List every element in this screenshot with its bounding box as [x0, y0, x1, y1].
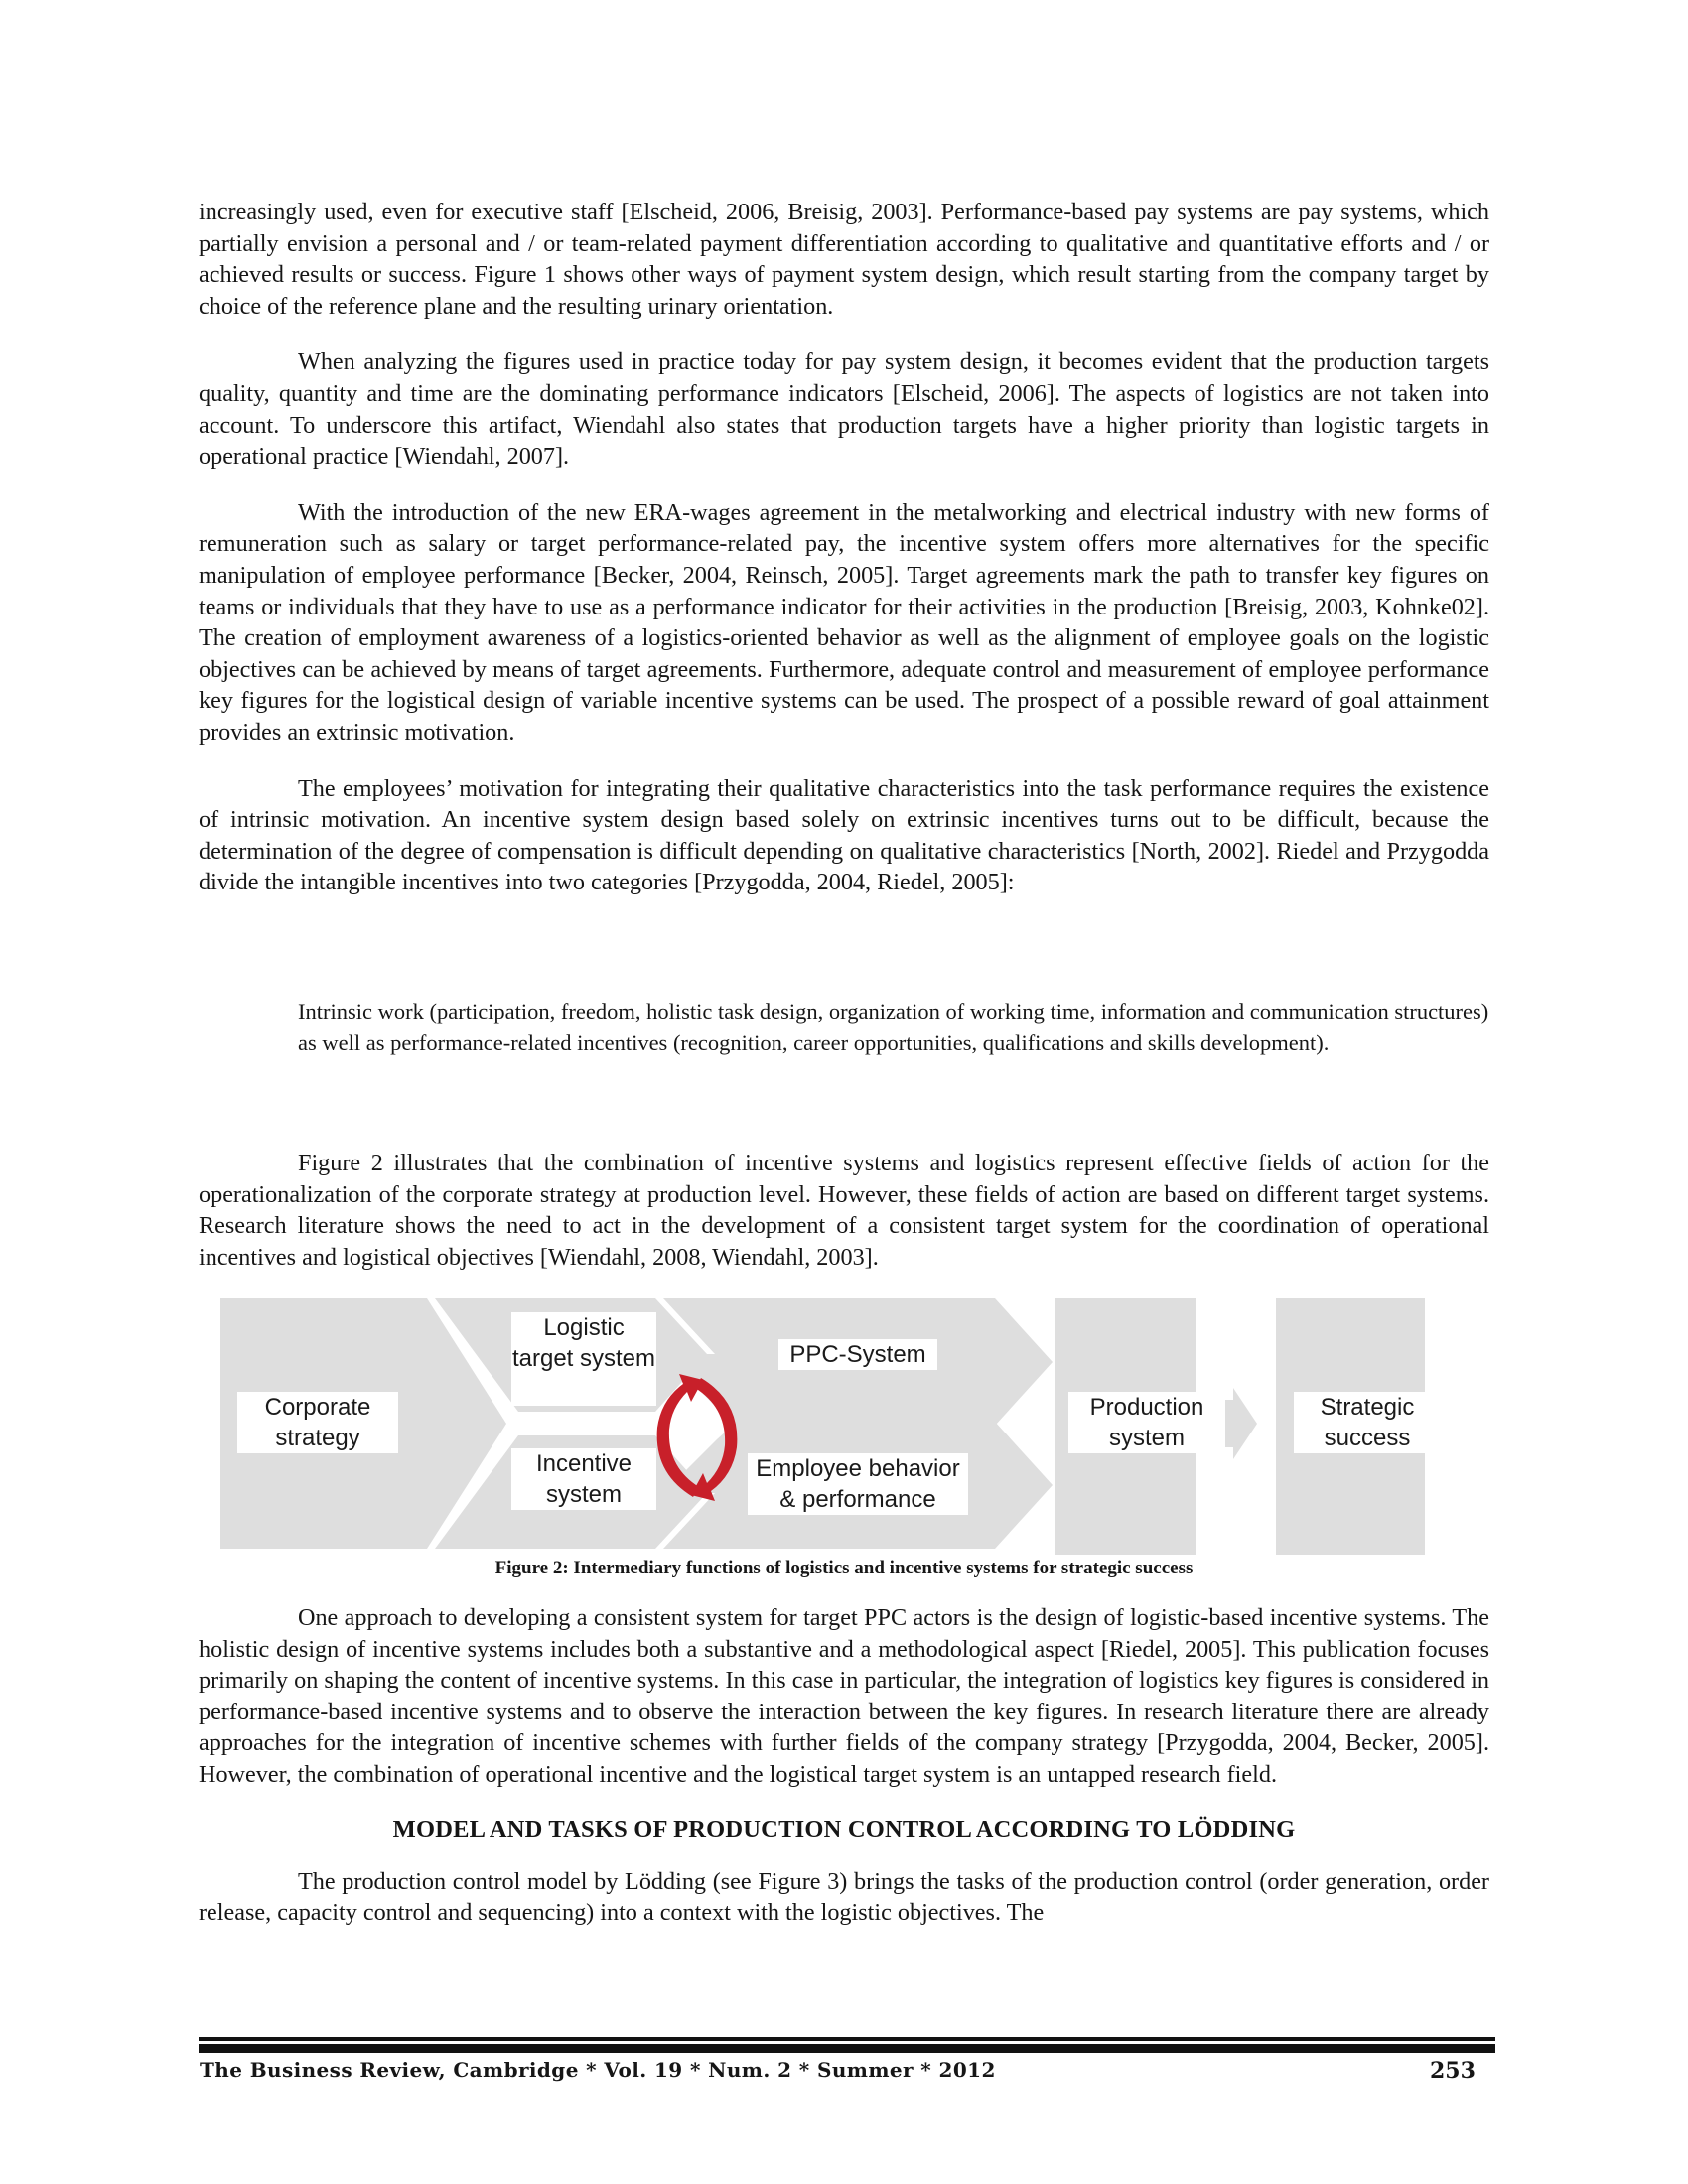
- production-system-box: Production system: [1068, 1392, 1225, 1453]
- section-heading: MODEL AND TASKS OF PRODUCTION CONTROL ACCORDING TO LÖDDING: [392, 1815, 1296, 1843]
- paragraph-6: One approach to developing a consistent system for target PPC actors is the design of logistic-based incentive systems. The holistic design of incentive systems includes both a substantive and a methodological aspect [Riedel, 2005]. This publication focuses primarily on shaping the content of incentive systems. In this case in particular, the integration of logistics key figures is considered in performance-based incentive systems and to observe the interaction between the key figures. In research literature there are already approaches for the integration of incentive schemes with further fields of the company strategy [Przygodda, 2004, Becker, 2005]. However, the combination of operational incentive and the logistical target system is an untapped research field.: [199, 1604, 1489, 1788]
- paragraph-1: increasingly used, even for executive staff [Elscheid, 2006, Breisig, 2003]. Performance-based pay systems are pay systems, which partially envision a personal and / or team-related payment differentiation according to qualitative and quantitative efforts and / or achieved results or success. Figure 1 shows other ways of payment system design, which result starting from the company target by choice of the reference plane and the resulting urinary orientation.: [199, 199, 1489, 320]
- paragraph-4: The employees’ motivation for integrating their qualitative characteristics into the task performance requires the existence of intrinsic motivation. An incentive system design based solely on extrinsic incentives turns out to be difficult, because the determination of the degree of compensation is difficult depending on qualitative characteristics [North, 2002]. Riedel and Przygodda divide the intangible incentives into two categories [Przygodda, 2004, Riedel, 2005]:: [199, 774, 1489, 896]
- text-block-middle: [199, 1148, 1489, 1273]
- employee-behavior-box: Employee behavior & performance: [748, 1453, 968, 1515]
- list-item: as well as performance-related incentives (recognition, career opportunities, qualifications and skills development).: [298, 1029, 1330, 1055]
- figure-2-diagram: [220, 1298, 1472, 1555]
- list-item: Intrinsic work (participation, freedom, holistic task design, organization of working time, information and communication structures): [298, 999, 1489, 1024]
- paragraph-3: With the introduction of the new ERA-wages agreement in the metalworking and electrical industry with new forms of remuneration such as salary or target performance-related pay, the incentive system offers more alternatives for the specific manipulation of employee performance [Becker, 2004, Reinsch, 2005]. Target agreements mark the path to transfer key figures on teams or individuals that they have to use as a performance indicator for their activities in the production [Breisig, 2003, Kohnke02]. The creation of employment awareness of a logistics-oriented behavior as well as the alignment of employee goals on the logistic objectives can be achieved by means of target agreements. Furthermore, adequate control and measurement of employee performance key figures for the logistical design of variable incentive systems can be used. The prospect of a possible reward of goal attainment provides an extrinsic motivation.: [199, 498, 1489, 746]
- logistic-target-system-box: Logistic target system: [511, 1312, 656, 1406]
- journal-footer: The Business Review, Cambridge * Vol. 19 * Num. 2 * Summer * 2012: [200, 2058, 996, 2082]
- strategic-success-box: Strategic success: [1294, 1392, 1441, 1453]
- text-block-lower: [199, 1602, 1489, 1929]
- footer-rule-thin: [199, 2037, 1495, 2041]
- figure-background: [220, 1298, 1472, 1555]
- paragraph-2: When analyzing the figures used in practice today for pay system design, it becomes evident that the production targets quality, quantity and time are the dominating performance indicators [Elscheid, 2006]. The aspects of logistics are not taken into account. To underscore this artifact, Wiendahl also states that production targets have a higher priority than logistic targets in operational practice [Wiendahl, 2007].: [199, 348, 1489, 471]
- text-block-top: [199, 197, 1489, 898]
- paragraph-7: The production control model by Lödding (see Figure 3) brings the tasks of the production control (order generation, order release, capacity control and sequencing) into a context with the logistic objectives. The: [199, 1867, 1489, 1927]
- page-number: 253: [1430, 2058, 1476, 2084]
- intangible-incentives-list: [298, 997, 1489, 1057]
- corporate-strategy-box: Corporate strategy: [237, 1392, 398, 1453]
- paragraph-5: Figure 2 illustrates that the combination of incentive systems and logistics represent effective fields of action for the operationalization of the corporate strategy at production level. However, these fields of action are based on different target systems. Research literature shows the need to act in the development of a consistent target system for the coordination of operational incentives and logistical objectives [Wiendahl, 2008, Wiendahl, 2003].: [199, 1150, 1489, 1271]
- incentive-system-box: Incentive system: [511, 1448, 656, 1510]
- footer-rule-thick: [199, 2044, 1495, 2053]
- figure-caption: Figure 2: Intermediary functions of logistics and incentive systems for strategic success: [494, 1558, 1194, 1578]
- ppc-system-box: PPC-System: [778, 1339, 937, 1370]
